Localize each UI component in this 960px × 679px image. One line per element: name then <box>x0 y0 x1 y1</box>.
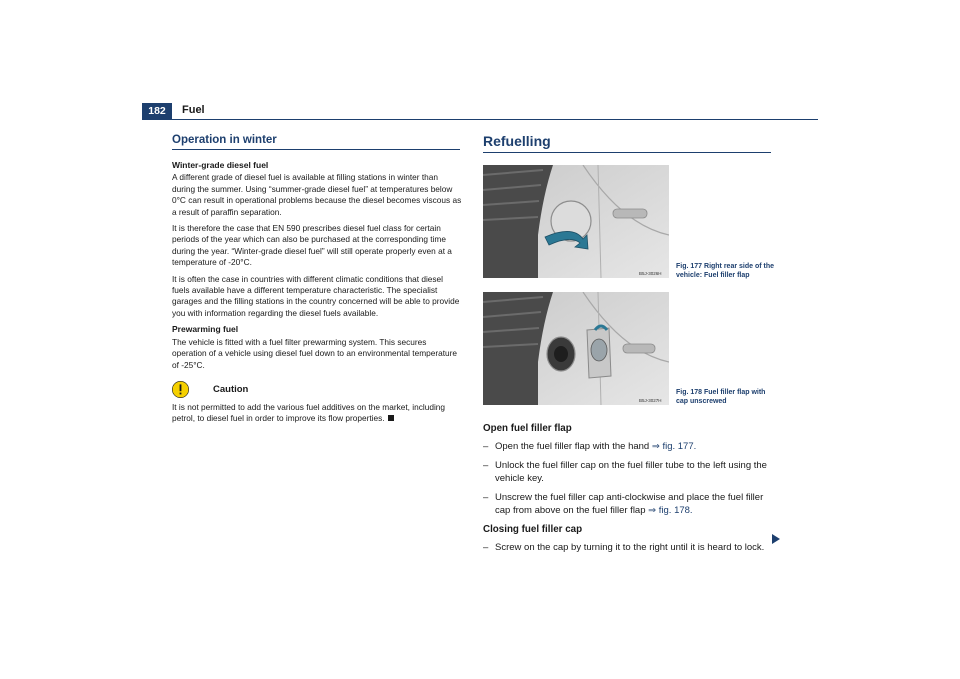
figure-177-caption: Fig. 177 Right rear side of the vehicle: Fuel filler flap <box>676 263 775 279</box>
figure-reference-link[interactable]: ⇒ fig. 177. <box>651 440 697 452</box>
caution-block <box>172 381 462 398</box>
figure-178-fuel-flap-open <box>483 292 669 405</box>
right-column <box>483 423 778 561</box>
running-header: Fuel <box>182 104 205 116</box>
figure-178-caption: Fig. 178 Fuel filler flap with cap unscrewed <box>676 389 766 405</box>
subheading-close-cap: Closing fuel filler cap <box>483 524 583 535</box>
caution-text: It is not permitted to add the various fuel additives on the market, including petrol, to diesel fuel in order to improve its flow properties. <box>172 401 446 424</box>
list-item <box>483 542 778 555</box>
caution-label: Caution <box>213 383 249 395</box>
page-number: 182 <box>142 103 172 120</box>
step-text: Unlock the fuel filler cap on the fuel filler tube to the left using the vehicle key. <box>495 460 767 484</box>
section-heading-refuelling: Refuelling <box>483 133 771 153</box>
end-mark-icon <box>388 415 394 421</box>
figure-code: B5J-3026H <box>639 271 662 276</box>
list-item <box>483 460 778 485</box>
subheading-open-flap: Open fuel filler flap <box>483 423 572 434</box>
subheading-prewarming: Prewarming fuel <box>172 324 239 335</box>
figure-reference-link[interactable]: ⇒ fig. 178. <box>648 504 693 516</box>
header-rule <box>142 119 818 120</box>
left-column <box>172 160 462 430</box>
step-text: Screw on the cap by turning it to the right until it is heard to lock. <box>495 541 765 553</box>
figure-code: B5J-3027H <box>639 398 662 403</box>
list-dash: – <box>483 541 489 553</box>
continue-arrow-icon <box>772 534 780 544</box>
section-heading-winter: Operation in winter <box>172 134 460 150</box>
paragraph: A different grade of diesel fuel is available at filling stations in winter than during the summer. Using “summer-grade diesel fuel” at temperatures below 0°C can result in operational problems because the diesel becomes viscous as a result of paraffin separation. <box>172 172 462 217</box>
step-text: Unscrew the fuel filler cap anti-clockwise and place the fuel filler cap from above on the fuel filler flap <box>495 492 764 516</box>
subheading-winter-diesel: Winter-grade diesel fuel <box>172 160 269 170</box>
list-dash: – <box>483 460 489 471</box>
list-item <box>483 441 778 454</box>
paragraph: The vehicle is fitted with a fuel filter prewarming system. This secures operation of a vehicle using diesel fuel down to an environmental temperature of -25°C. <box>172 336 458 370</box>
paragraph: It is therefore the case that EN 590 prescribes diesel fuel class for certain periods of the year which can also be purchased at the corresponding time during the year. “Winter-grade diesel fuel” will still operate properly even at a temperature of -20°C. <box>172 223 452 268</box>
warning-icon <box>172 381 189 398</box>
figure-177-fuel-flap-closed <box>483 165 669 278</box>
paragraph: It is often the case in countries with different climatic conditions that diesel fuels available have a different temperature characteristic. The specialist garages and the filling stations in the country concerned will be able to provide you with information regarding the diesel fuels available. <box>172 273 460 318</box>
list-dash: – <box>483 492 489 503</box>
list-item <box>483 492 778 517</box>
step-text: Open the fuel filler flap with the hand <box>495 440 650 452</box>
list-dash: – <box>483 440 489 452</box>
